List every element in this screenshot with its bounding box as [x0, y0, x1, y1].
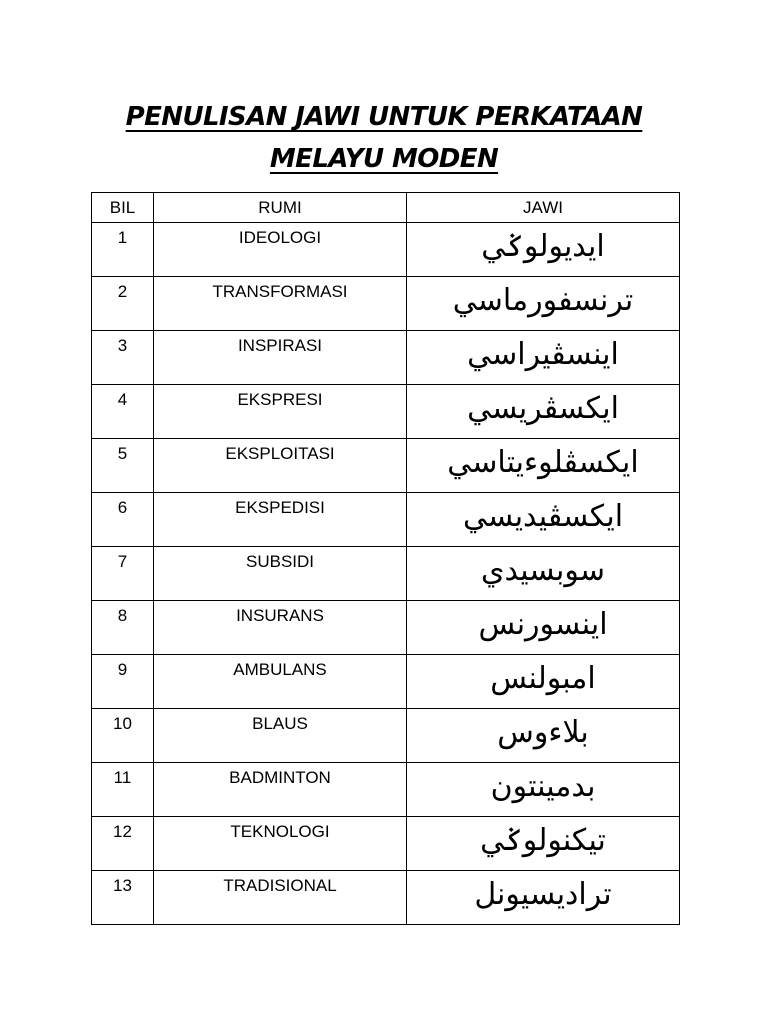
table-row — [92, 709, 680, 763]
cell-bil — [92, 223, 154, 277]
table-row — [92, 655, 680, 709]
page-title — [0, 96, 768, 180]
cell-rumi — [154, 655, 407, 709]
row-number: 2 — [117, 282, 128, 301]
rumi-word: EKSPLOITASI — [225, 444, 335, 463]
table-row — [92, 331, 680, 385]
jawi-word: بلاءوس — [497, 715, 589, 750]
row-number: 6 — [117, 498, 128, 517]
title-line-2: MELAYU MODEN — [269, 144, 499, 174]
cell-rumi — [154, 709, 407, 763]
cell-rumi — [154, 277, 407, 331]
cell-bil — [92, 277, 154, 331]
cell-rumi — [154, 493, 407, 547]
column-header-bil: BIL — [92, 193, 154, 223]
row-number: 12 — [113, 822, 132, 841]
row-number: 3 — [117, 336, 128, 355]
table-row — [92, 817, 680, 871]
cell-bil — [92, 655, 154, 709]
cell-bil — [92, 493, 154, 547]
rumi-word: AMBULANS — [233, 660, 327, 679]
table-row — [92, 223, 680, 277]
cell-jawi — [407, 439, 680, 493]
jawi-word: سوبسيدي — [480, 553, 606, 588]
table-row — [92, 277, 680, 331]
cell-rumi — [154, 817, 407, 871]
cell-rumi — [154, 763, 407, 817]
row-number: 7 — [117, 552, 128, 571]
cell-rumi — [154, 223, 407, 277]
jawi-word: ايکسڤلوءيتاسي — [447, 445, 639, 480]
jawi-word-table — [91, 192, 680, 925]
cell-bil — [92, 601, 154, 655]
rumi-word: IDEOLOGI — [238, 228, 322, 247]
rumi-word: EKSPRESI — [237, 390, 323, 409]
cell-rumi — [154, 601, 407, 655]
cell-jawi — [407, 385, 680, 439]
cell-jawi — [407, 493, 680, 547]
row-number: 5 — [117, 444, 128, 463]
cell-bil — [92, 817, 154, 871]
rumi-word: TEKNOLOGI — [230, 822, 330, 841]
rumi-word: TRADISIONAL — [223, 876, 337, 895]
column-header-rumi: RUMI — [154, 193, 407, 223]
cell-rumi — [154, 871, 407, 925]
cell-jawi — [407, 871, 680, 925]
cell-bil — [92, 547, 154, 601]
row-number: 4 — [117, 390, 128, 409]
rumi-word: SUBSIDI — [245, 552, 315, 571]
jawi-word: اينسورنس — [478, 607, 608, 642]
table-row — [92, 493, 680, 547]
column-header-jawi: JAWI — [407, 193, 680, 223]
jawi-word: تراديسيونل — [474, 877, 612, 912]
row-number: 1 — [117, 228, 128, 247]
cell-bil — [92, 331, 154, 385]
cell-bil — [92, 385, 154, 439]
rumi-word: INSPIRASI — [237, 336, 323, 355]
rumi-word: EKSPEDISI — [235, 498, 325, 517]
table-header-row — [92, 193, 680, 223]
cell-jawi — [407, 709, 680, 763]
cell-jawi — [407, 547, 680, 601]
cell-jawi — [407, 655, 680, 709]
cell-jawi — [407, 763, 680, 817]
cell-jawi — [407, 817, 680, 871]
row-number: 9 — [117, 660, 128, 679]
title-line-1: PENULISAN JAWI UNTUK PERKATAAN — [125, 102, 643, 132]
cell-jawi — [407, 331, 680, 385]
cell-jawi — [407, 223, 680, 277]
cell-bil — [92, 709, 154, 763]
cell-bil — [92, 871, 154, 925]
jawi-word: بدمينتون — [490, 769, 596, 804]
cell-bil — [92, 439, 154, 493]
table-row — [92, 763, 680, 817]
row-number: 8 — [117, 606, 128, 625]
cell-rumi — [154, 331, 407, 385]
jawi-word: امبولنس — [490, 661, 596, 696]
table-row — [92, 547, 680, 601]
jawi-word: اينسڤيراسي — [467, 337, 619, 372]
table-row — [92, 385, 680, 439]
jawi-word: تيکنولوݢي — [480, 823, 606, 858]
table-row — [92, 871, 680, 925]
jawi-word: ايکسڤيديسي — [462, 499, 624, 534]
rumi-word: BADMINTON — [229, 768, 331, 787]
cell-jawi — [407, 277, 680, 331]
rumi-word: BLAUS — [252, 714, 308, 733]
cell-rumi — [154, 547, 407, 601]
jawi-word: ايديولوݢي — [481, 229, 605, 264]
cell-rumi — [154, 385, 407, 439]
cell-bil — [92, 763, 154, 817]
jawi-word: ايکسڤريسي — [467, 391, 619, 426]
table-row — [92, 439, 680, 493]
rumi-word: TRANSFORMASI — [212, 282, 348, 301]
row-number: 11 — [113, 768, 132, 787]
cell-rumi — [154, 439, 407, 493]
row-number: 10 — [113, 714, 132, 733]
row-number: 13 — [113, 876, 132, 895]
jawi-word: ترنسفورماسي — [452, 283, 634, 318]
cell-jawi — [407, 601, 680, 655]
rumi-word: INSURANS — [236, 606, 324, 625]
table-row — [92, 601, 680, 655]
